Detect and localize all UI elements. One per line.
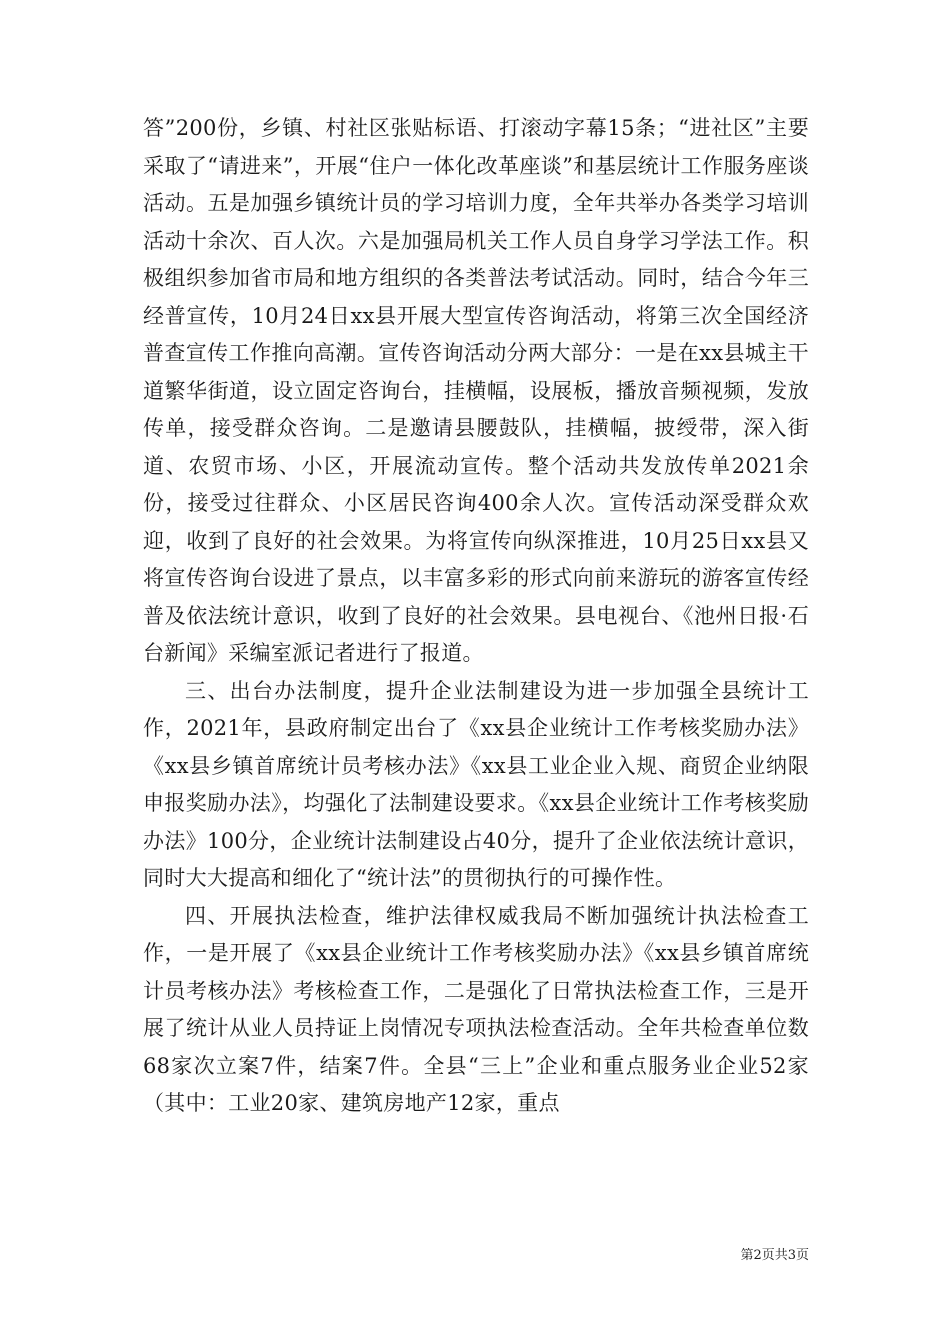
document-body [143,110,809,1123]
paragraph-section-3: 三、出台办法制度，提升企业法制建设为进一步加强全县统计工作，2021年，县政府制定出台了《xx县企业统计工作考核奖励办法》《xx县乡镇首席统计员考核办法》《xx县工业企业入规、商贸企业纳限申报奖励办法》，均强化了法制建设要求。《xx县企业统计工作考核奖励办法》100分，企业统计法制建设占40分，提升了企业依法统计意识，同时大大提高和细化了“统计法”的贯彻执行的可操作性。 [143,678,809,890]
paragraph-continuation: 答”200份，乡镇、村社区张贴标语、打滚动字幕15条；“进社区”主要采取了“请进来”，开展“住户一体化改革座谈”和基层统计工作服务座谈活动。五是加强乡镇统计员的学习培训力度，全年共举办各类学习培训活动十余次、百人次。六是加强局机关工作人员自身学习学法工作。积极组织参加省市局和地方组织的各类普法考试活动。同时，结合今年三经普宣传，10月24日xx县开展大型宣传咨询活动，将第三次全国经济普查宣传工作推向高潮。宣传咨询活动分两大部分：一是在xx县城主干道繁华街道，设立固定咨询台，挂横幅，设展板，播放音频视频，发放传单，接受群众咨询。二是邀请县腰鼓队，挂横幅，披绶带，深入街道、农贸市场、小区，开展流动宣传。整个活动共发放传单2021余份，接受过往群众、小区居民咨询400余人次。宣传活动深受群众欢迎，收到了良好的社会效果。为将宣传向纵深推进，10月25日xx县又将宣传咨询台设进了景点，以丰富多彩的形式向前来游玩的游客宣传经普及依法统计意识，收到了良好的社会效果。县电视台、《池州日报·石台新闻》采编室派记者进行了报道。 [143,116,809,665]
page-number-footer: 第2页共3页 [740,1248,809,1263]
paragraph-section-4: 四、开展执法检查，维护法律权威我局不断加强统计执法检查工作，一是开展了《xx县企业统计工作考核奖励办法》《xx县乡镇首席统计员考核办法》考核检查工作，二是强化了日常执法检查工作，三是开展了统计从业人员持证上岗情况专项执法检查活动。全年共检查单位数68家次立案7件，结案7件。全县“三上”企业和重点服务业企业52家（其中：工业20家、建筑房地产12家，重点 [143,903,809,1115]
